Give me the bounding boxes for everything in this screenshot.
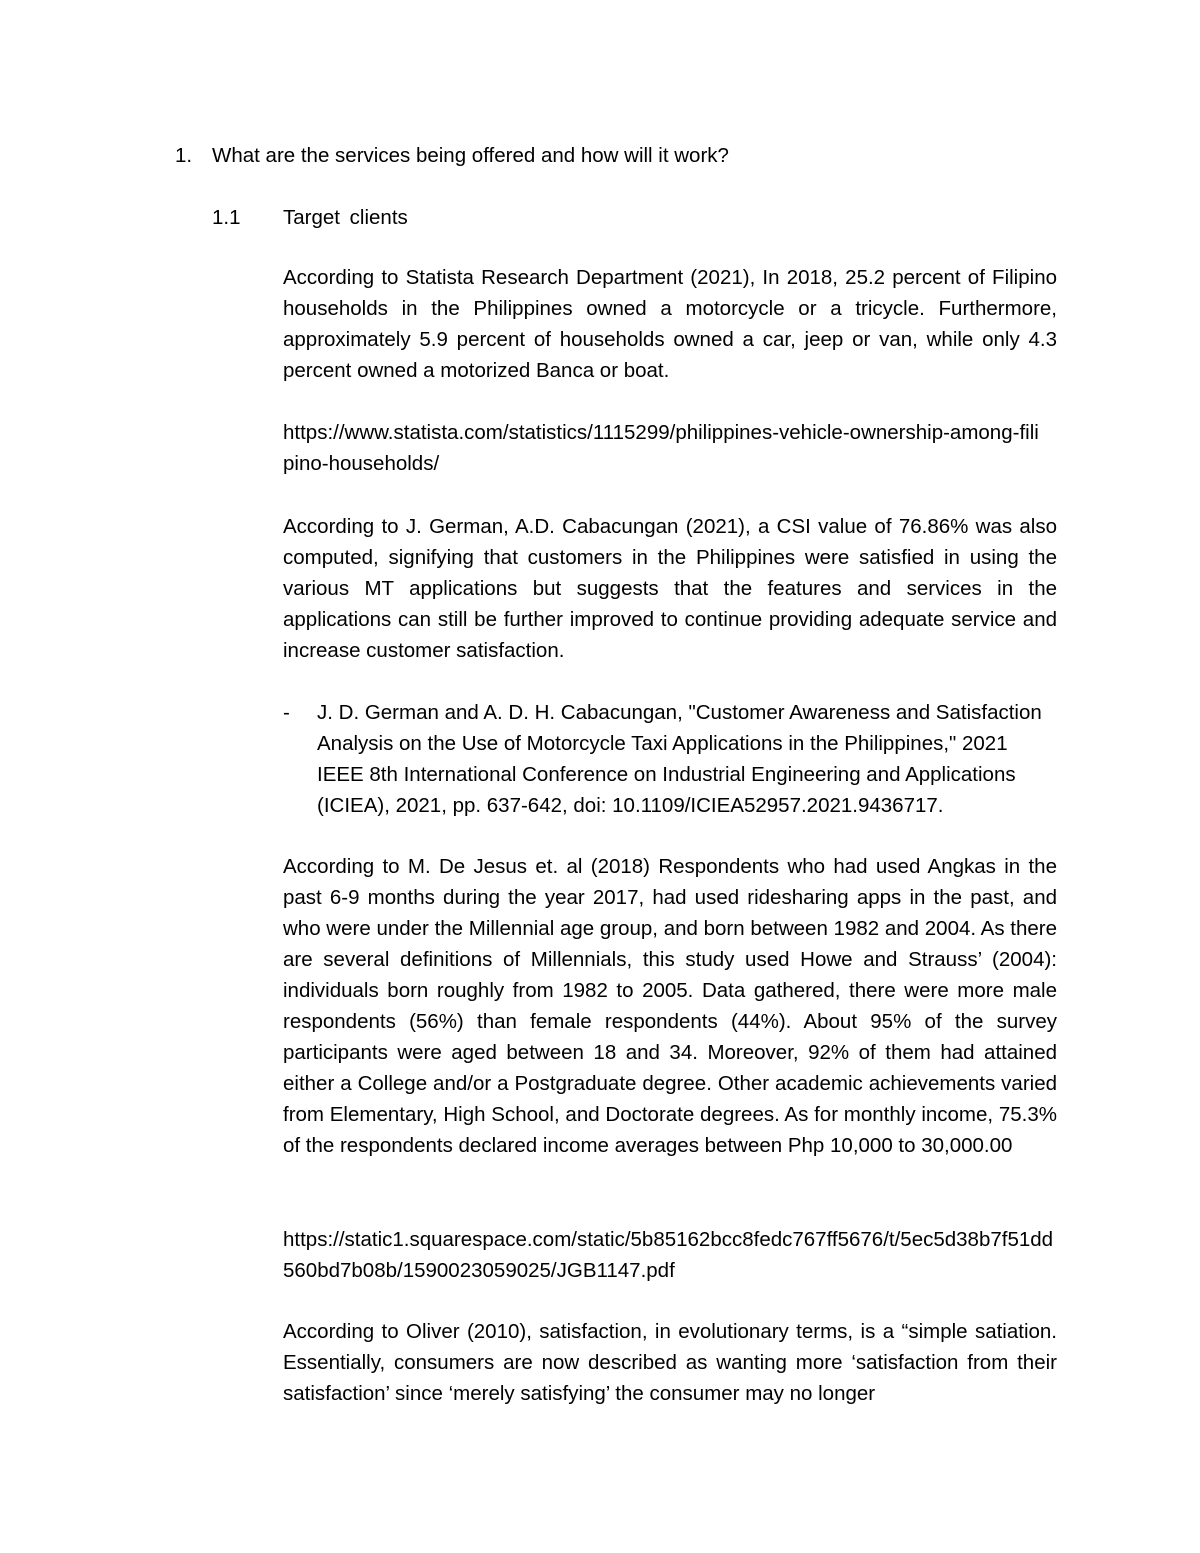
reference-bullet: [283, 697, 1057, 821]
bullet-dash: -: [283, 701, 290, 724]
paragraph-statista: According to Statista Research Department (2021), In 2018, 25.2 percent of Filipino households in the Philippines owned a motorcycle or a tricycle. Furthermore, approximately 5.9 percent of households owned a car, jeep or van, while only 4.3 percent owned a motorized Banca or boat.: [283, 266, 1057, 382]
link-statista[interactable]: https://www.statista.com/statistics/1115299/philippines-vehicle-ownership-among-filipino-households/: [283, 421, 1039, 475]
subsection-heading: [212, 202, 712, 233]
section-heading: [175, 140, 875, 171]
section-title: What are the services being offered and how will it work?: [212, 144, 729, 167]
subsection-title: Target clients: [283, 206, 408, 229]
paragraph-oliver: According to Oliver (2010), satisfaction, in evolutionary terms, is a “simple satiation. Essentially, consumers are now described as wanting more ‘satisfaction from their satisfaction’ since ‘merely satisfying’ the consumer may no longer: [283, 1320, 1057, 1405]
subsection-number: 1.1: [212, 206, 241, 229]
section-number: 1.: [175, 144, 193, 167]
link-squarespace[interactable]: https://static1.squarespace.com/static/5b85162bcc8fedc767ff5676/t/5ec5d38b7f51dd560bd7b08b/1590023059025/JGB1147.pdf: [283, 1228, 1054, 1282]
paragraph-german-cabacungan: According to J. German, A.D. Cabacungan (2021), a CSI value of 76.86% was also computed, signifying that customers in the Philippines were satisfied in using the various MT applications but suggests that the features and services in the applications can still be further improved to continue providing adequate service and increase customer satisfaction.: [283, 515, 1057, 662]
paragraph-de-jesus: According to M. De Jesus et. al (2018) Respondents who had used Angkas in the past 6-9 months during the year 2017, had used ridesharing apps in the past, and who were under the Millennial age group, and born between 1982 and 2004. As there are several definitions of Millennials, this study used Howe and Strauss’ (2004): individuals born roughly from 1982 to 2005. Data gathered, there were more male respondents (56%) than female respondents (44%). About 95% of the survey participants were aged between 18 and 34. Moreover, 92% of them had attained either a College and/or a Postgraduate degree. Other academic achievements varied from Elementary, High School, and Doctorate degrees. As for monthly income, 75.3% of the respondents declared income averages between Php 10,000 to 30,000.00: [283, 855, 1057, 1157]
reference-citation: J. D. German and A. D. H. Cabacungan, "Customer Awareness and Satisfaction Analysis on the Use of Motorcycle Taxi Applications in the Philippines," 2021 IEEE 8th International Conference on Industrial Engineering and Applications (ICIEA), 2021, pp. 637-642, doi: 10.1109/ICIEA52957.2021.9436717.: [317, 701, 1042, 817]
